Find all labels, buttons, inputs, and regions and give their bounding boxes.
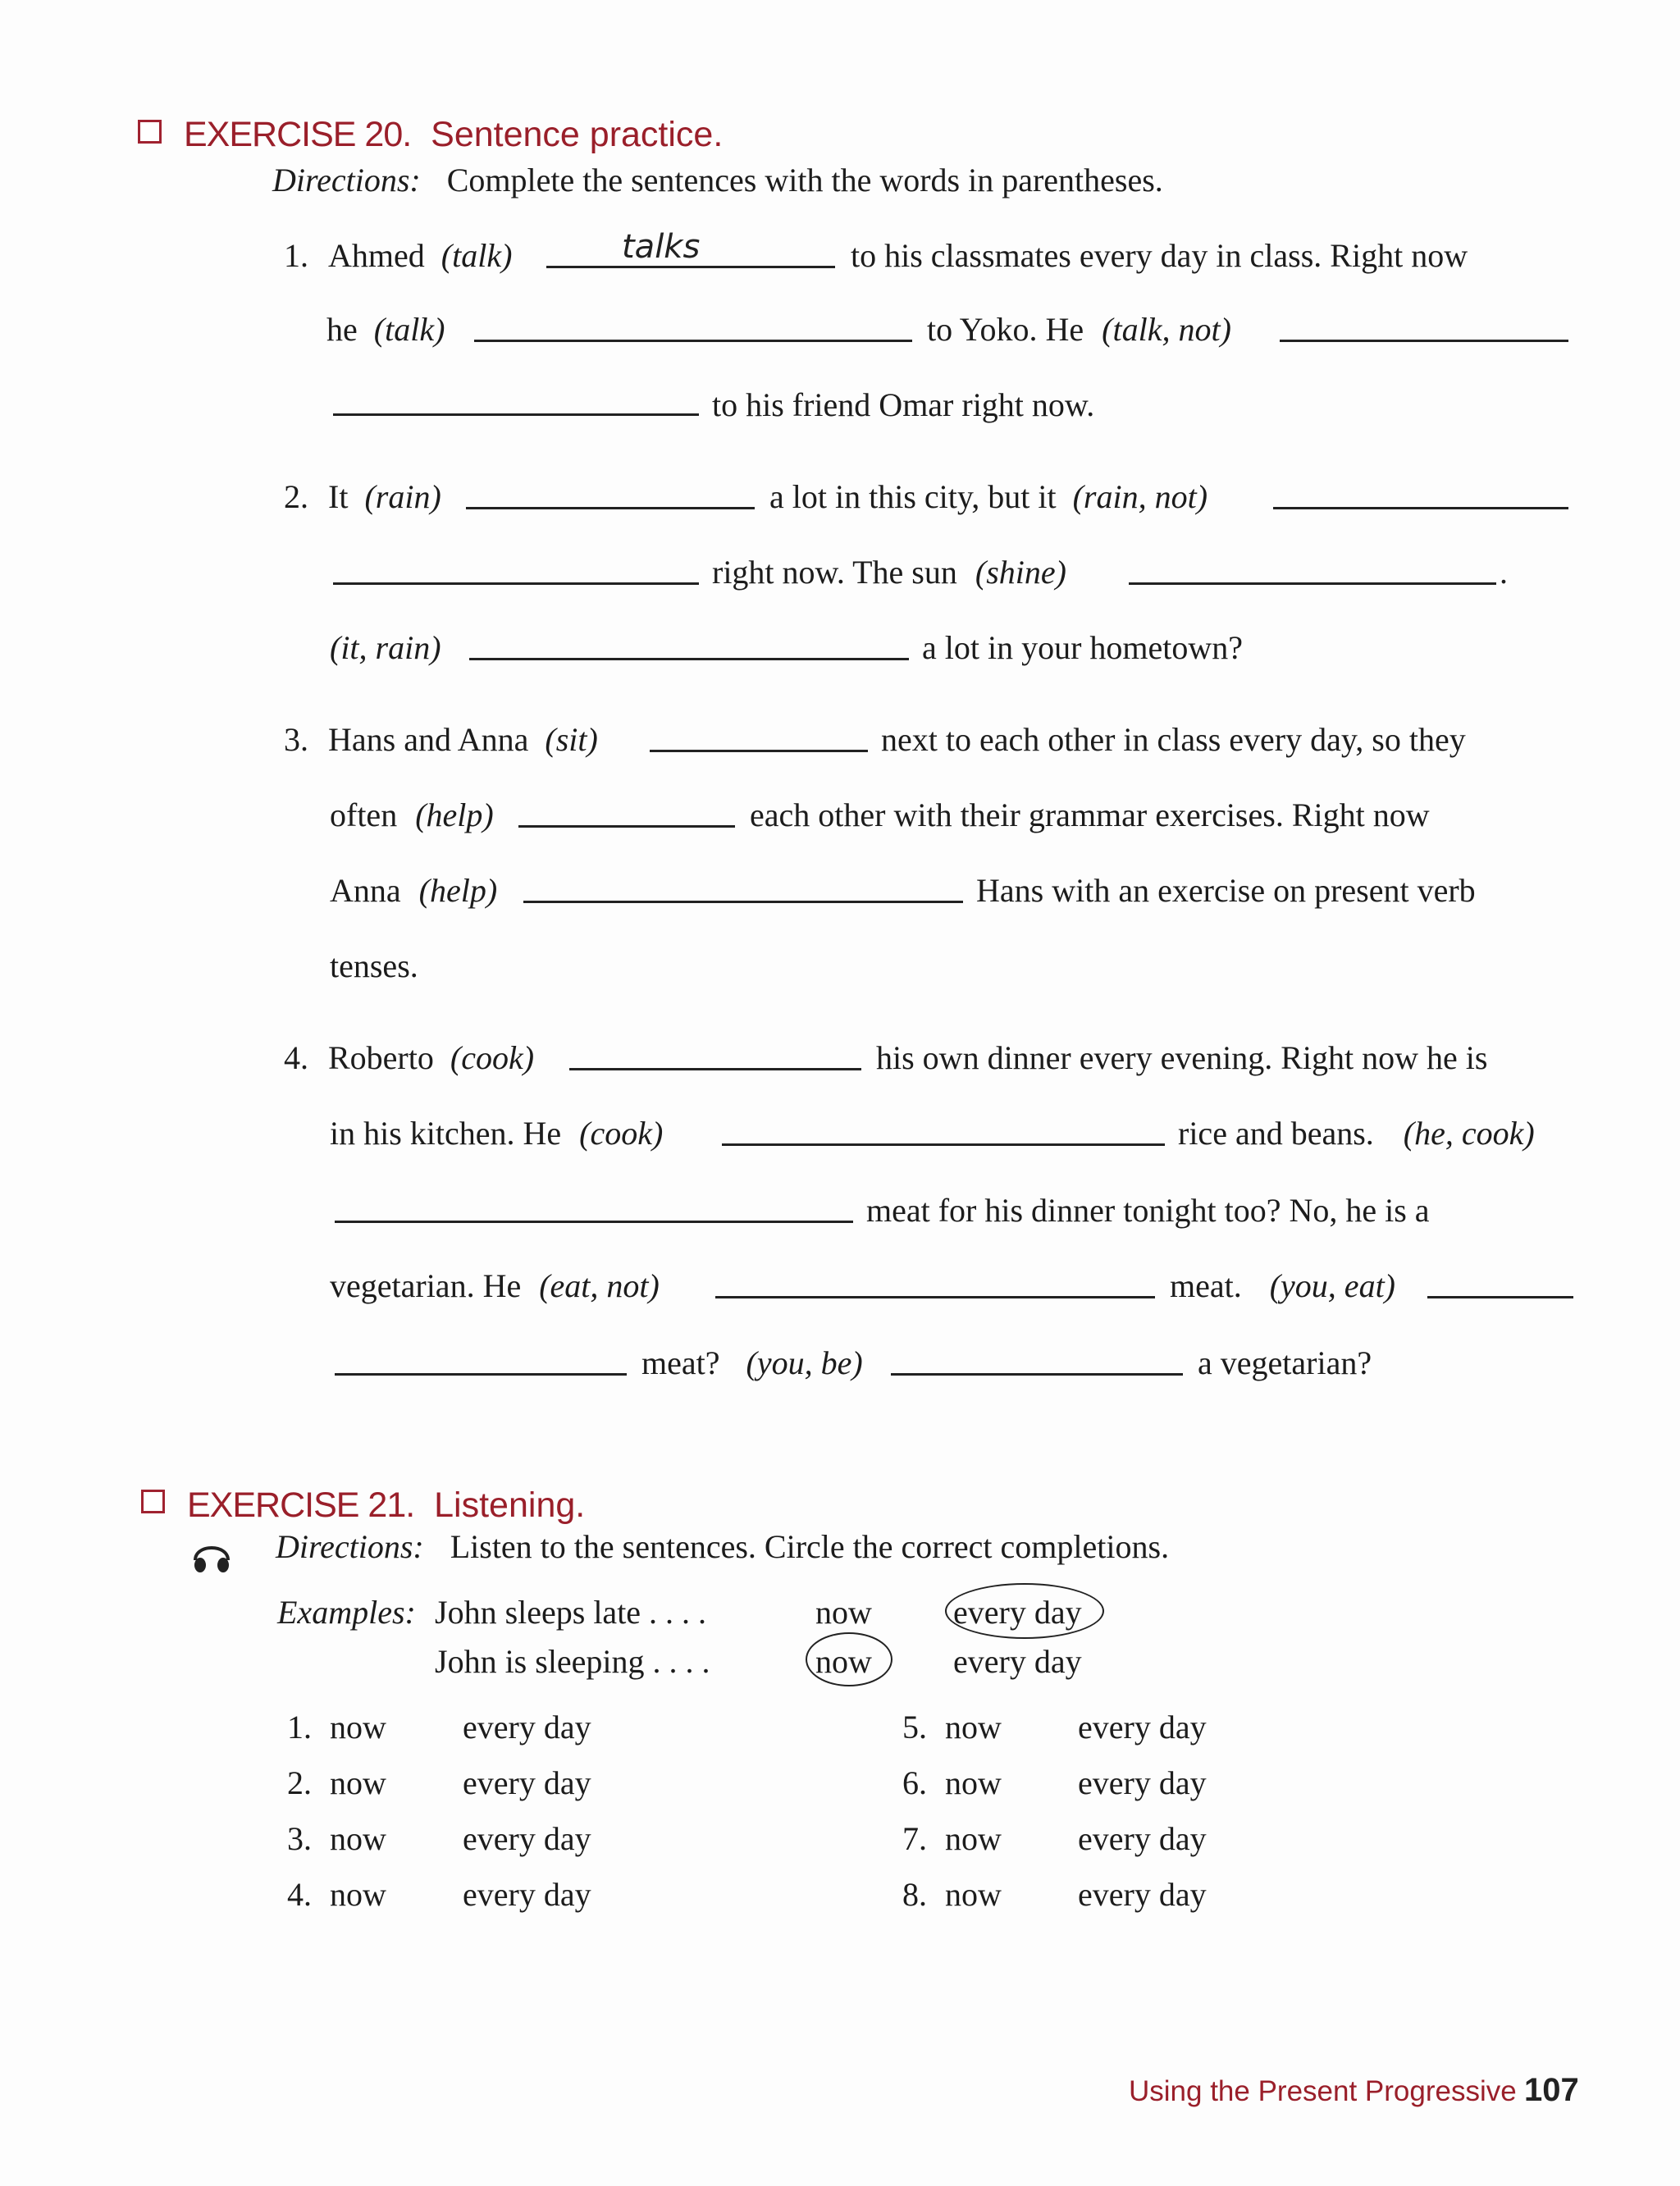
- verb-prompt: (rain, not): [1072, 478, 1208, 515]
- option-every-day[interactable]: every day: [1078, 1876, 1207, 1913]
- item-number: 1.: [284, 237, 308, 274]
- text: next to each other in class every day, so they: [881, 721, 1466, 758]
- list-item: [287, 1820, 312, 1857]
- list-item: [902, 1711, 927, 1744]
- answer-blank[interactable]: [466, 479, 755, 509]
- answer-blank[interactable]: [891, 1345, 1183, 1376]
- sentence-4-line-2: [330, 1117, 663, 1150]
- text: to his classmates every day in class. Right now: [851, 237, 1468, 274]
- list-item: [902, 1878, 927, 1911]
- verb-prompt: (he, cook): [1403, 1115, 1535, 1152]
- text: Roberto: [328, 1039, 434, 1076]
- item-number: 3.: [287, 1820, 312, 1857]
- item-number: 6.: [902, 1764, 927, 1801]
- text: It: [328, 478, 349, 515]
- verb-prompt: (help): [415, 796, 494, 833]
- option-now[interactable]: now: [330, 1764, 386, 1801]
- handwritten-answer: talks: [622, 228, 701, 266]
- answer-blank[interactable]: [474, 312, 912, 342]
- directions-text: Listen to the sentences. Circle the correct completions.: [450, 1528, 1170, 1565]
- text: .: [1500, 554, 1508, 591]
- text: often: [330, 796, 398, 833]
- example-2-sentence: John is sleeping . . . .: [435, 1643, 710, 1680]
- exercise-20-directions: [272, 164, 1163, 197]
- option-now[interactable]: now: [945, 1820, 1002, 1857]
- sentence-4-line-5: [641, 1344, 863, 1381]
- option-now[interactable]: now: [330, 1709, 386, 1746]
- text: Anna: [330, 872, 401, 909]
- example-1-sentence: John sleeps late . . . .: [435, 1594, 707, 1631]
- sentence-4-line-4b: [1170, 1267, 1395, 1304]
- verb-prompt: (cook): [450, 1039, 535, 1076]
- example-1-option-now: now: [815, 1594, 872, 1631]
- option-now[interactable]: now: [945, 1709, 1002, 1746]
- answer-blank[interactable]: [335, 1193, 853, 1223]
- list-item: [287, 1878, 312, 1911]
- verb-prompt: (you, be): [746, 1344, 863, 1381]
- verb-prompt: (shine): [975, 554, 1066, 591]
- text: tenses.: [330, 947, 418, 984]
- option-every-day[interactable]: every day: [463, 1764, 591, 1801]
- text: each other with their grammar exercises. Right now: [750, 796, 1430, 833]
- exercise-20-heading: [184, 117, 723, 153]
- option-now[interactable]: now: [945, 1876, 1002, 1913]
- answer-blank[interactable]: [722, 1116, 1165, 1146]
- text: meat?: [641, 1344, 720, 1381]
- option-every-day[interactable]: every day: [1078, 1764, 1207, 1801]
- list-item: [287, 1764, 312, 1801]
- verb-prompt: (cook): [579, 1115, 664, 1152]
- sentence-2-line-1b: [769, 478, 1208, 515]
- option-every-day[interactable]: every day: [463, 1709, 591, 1746]
- verb-prompt: (it, rain): [330, 629, 441, 666]
- text: rice and beans.: [1178, 1115, 1374, 1152]
- verb-prompt: (talk, not): [1102, 311, 1231, 348]
- exercise-20-title: Sentence practice.: [431, 115, 724, 154]
- item-number: 4.: [284, 1039, 308, 1076]
- verb-prompt: (sit): [545, 721, 598, 758]
- answer-blank[interactable]: [469, 630, 909, 660]
- answer-blank[interactable]: [650, 722, 868, 752]
- answer-blank[interactable]: [518, 797, 735, 828]
- answer-blank[interactable]: [335, 1345, 627, 1376]
- option-now[interactable]: now: [330, 1820, 386, 1857]
- verb-prompt: (rain): [364, 478, 441, 515]
- option-every-day[interactable]: every day: [1078, 1820, 1207, 1857]
- sentence-4-line-2b: [1178, 1117, 1535, 1150]
- verb-prompt: (help): [418, 872, 498, 909]
- answer-blank[interactable]: [1129, 554, 1496, 585]
- item-number: 2.: [287, 1764, 312, 1801]
- item-number: 3.: [284, 721, 308, 758]
- text: to his friend Omar right now.: [712, 386, 1095, 423]
- example-2-option-now: now: [815, 1643, 872, 1680]
- option-now[interactable]: now: [945, 1764, 1002, 1801]
- exercise-21-number: EXERCISE 21.: [187, 1485, 415, 1525]
- answer-blank[interactable]: [1280, 312, 1568, 342]
- answer-blank[interactable]: [523, 873, 963, 903]
- directions-label: Directions:: [272, 162, 421, 199]
- sentence-3-line-1: [284, 723, 598, 756]
- examples-label: Examples:: [277, 1594, 416, 1631]
- sentence-4-line-4: [330, 1267, 660, 1304]
- verb-prompt: (talk): [373, 311, 445, 348]
- item-number: 1.: [287, 1709, 312, 1746]
- text: Hans and Anna: [328, 721, 529, 758]
- exercise-21-heading: [187, 1485, 586, 1525]
- item-number: 4.: [287, 1876, 312, 1913]
- answer-blank-filled[interactable]: [546, 228, 835, 268]
- verb-prompt: (talk): [441, 237, 513, 274]
- example-1-option-every-day: every day: [953, 1594, 1082, 1631]
- verb-prompt: (eat, not): [539, 1267, 660, 1304]
- item-number: 8.: [902, 1876, 927, 1913]
- exercise-21-directions: [276, 1528, 1170, 1565]
- headphones-icon: [189, 1532, 235, 1578]
- list-item: [902, 1820, 927, 1857]
- sentence-2-line-1: [284, 478, 441, 515]
- text: in his kitchen. He: [330, 1115, 562, 1152]
- list-item: [902, 1764, 927, 1801]
- text: Hans with an exercise on present verb: [976, 872, 1476, 909]
- sentence-3-line-2: [330, 796, 494, 833]
- text: a lot in this city, but it: [769, 478, 1057, 515]
- exercise-20-number: EXERCISE 20.: [184, 115, 412, 154]
- text: a lot in your hometown?: [922, 629, 1244, 666]
- sentence-1-line-2b: [927, 313, 1231, 346]
- text: meat for his dinner tonight too? No, he is a: [866, 1192, 1430, 1229]
- example-2-option-every-day: every day: [953, 1643, 1082, 1680]
- answer-blank[interactable]: [333, 554, 699, 585]
- item-number: 7.: [902, 1820, 927, 1857]
- answer-blank[interactable]: [569, 1040, 861, 1070]
- text: to Yoko. He: [927, 311, 1084, 348]
- page-number: 107: [1524, 2072, 1579, 2108]
- directions-label: Directions:: [276, 1528, 424, 1565]
- item-number: 2.: [284, 478, 308, 515]
- option-every-day[interactable]: every day: [1078, 1709, 1207, 1746]
- answer-blank[interactable]: [333, 386, 699, 416]
- answer-blank[interactable]: [1427, 1268, 1573, 1298]
- sentence-2-line-2: [712, 556, 1066, 589]
- exercise-21-title: Listening.: [434, 1485, 586, 1525]
- running-footer-title: Using the Present Progressive: [1129, 2075, 1517, 2107]
- sentence-1-line-1: [284, 237, 513, 274]
- option-every-day[interactable]: every day: [463, 1820, 591, 1857]
- verb-prompt: (you, eat): [1269, 1267, 1395, 1304]
- option-now[interactable]: now: [330, 1876, 386, 1913]
- answer-blank[interactable]: [715, 1268, 1155, 1298]
- sentence-1-line-2: [326, 313, 445, 346]
- text: he: [326, 311, 358, 348]
- sentence-4-line-1: [284, 1039, 535, 1076]
- text: right now. The sun: [712, 554, 957, 591]
- text: his own dinner every evening. Right now he is: [876, 1039, 1488, 1076]
- sentence-3-line-3: [330, 874, 497, 907]
- answer-blank[interactable]: [1273, 479, 1568, 509]
- text: meat.: [1170, 1267, 1242, 1304]
- text: vegetarian. He: [330, 1267, 522, 1304]
- text: a vegetarian?: [1198, 1344, 1372, 1381]
- exercise-21-checkbox[interactable]: [141, 1490, 165, 1513]
- directions-text: Complete the sentences with the words in parentheses.: [446, 162, 1163, 199]
- list-item: [287, 1711, 312, 1744]
- option-every-day[interactable]: every day: [463, 1876, 591, 1913]
- exercise-20-checkbox[interactable]: [138, 120, 162, 144]
- text: Ahmed: [328, 237, 425, 274]
- item-number: 5.: [902, 1709, 927, 1746]
